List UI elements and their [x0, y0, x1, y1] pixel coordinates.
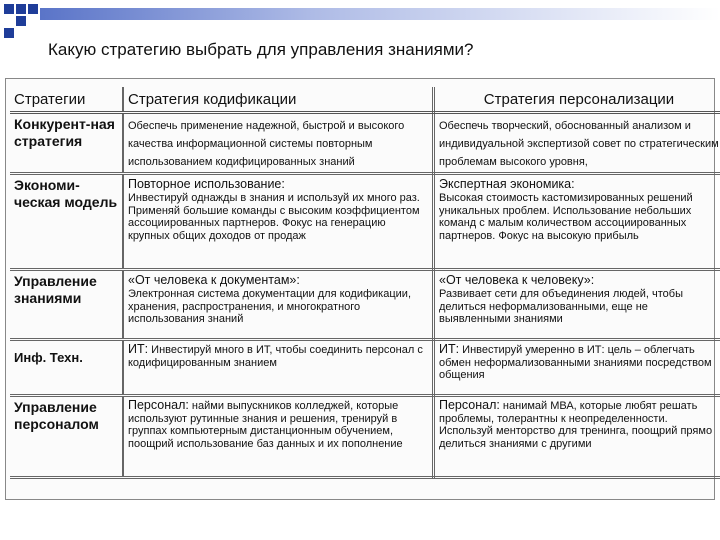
cell-text: Обеспечь творческий, обоснованный анализом и индивидуальной экспертизой совет по стратегическим проблемам высокого уровня,	[439, 120, 719, 168]
cell-lead: Повторное использование:	[128, 177, 285, 191]
cell-lead: Персонал:	[128, 398, 189, 412]
personalization-cell	[434, 174, 720, 270]
codification-cell	[123, 396, 434, 478]
codification-cell	[123, 174, 434, 270]
row-label: Конкурент-ная стратегия	[10, 113, 123, 174]
codification-cell	[123, 270, 434, 340]
cell-text: нанимай МВА, которые любят решать проблемы, толерантны к неопределенности. Используй менторство для тренинга, поощрий прямо делиться знаниями с другими	[439, 400, 713, 450]
column-header-personalization: Стратегия персонализации	[434, 87, 720, 113]
codification-cell	[123, 113, 434, 174]
row-label: Инф. Техн.	[10, 340, 123, 396]
cell-text: Инвестируй однажды в знания и используй их много раз. Применяй большие команды с высоким коэффициентом ассоциированных партнеров. Фокус на генерацию крупных общих доходов от продаж	[128, 192, 420, 242]
cell-text: Инвестируй много в ИТ, чтобы соединить персонал с кодифицированным знанием	[128, 344, 423, 369]
table-row	[10, 174, 720, 270]
column-header-strategies: Стратегии	[10, 87, 123, 113]
decor-square	[16, 4, 26, 14]
table-row	[10, 113, 720, 174]
cell-lead: ИТ:	[128, 342, 149, 356]
decor-square	[4, 4, 14, 14]
personalization-cell	[434, 113, 720, 174]
table-header-row	[10, 87, 720, 113]
cell-text: Инвестируй умеренно в ИТ: цель – облегчать обмен неформализованными знаниями посредством общения	[439, 344, 712, 382]
table-row	[10, 340, 720, 396]
cell-text: Развивает сети для объединения людей, чтобы делиться неформализованными, еще не выявленными знаниями	[439, 288, 684, 326]
row-label: Управление персоналом	[10, 396, 123, 478]
personalization-cell	[434, 270, 720, 340]
cell-text: найми выпускников колледжей, которые используют рутинные знания и решения, тренируй в группах компьютерным дистанционным обучением, поощрий использование баз данных и их пополнение	[128, 400, 403, 450]
row-label: Управление знаниями	[10, 270, 123, 340]
cell-lead: ИТ:	[439, 342, 460, 356]
table-row	[10, 396, 720, 478]
personalization-cell	[434, 396, 720, 478]
cell-lead: Персонал:	[439, 398, 500, 412]
codification-cell	[123, 340, 434, 396]
decor-square	[16, 16, 26, 26]
cell-lead: Экспертная экономика:	[439, 177, 575, 191]
decor-square	[4, 28, 14, 38]
page-title: Какую стратегию выбрать для управления знаниями?	[48, 40, 474, 59]
decorative-header-band	[0, 0, 720, 40]
personalization-cell	[434, 340, 720, 396]
decor-gradient-bar	[40, 8, 720, 20]
column-header-codification: Стратегия кодификации	[123, 87, 434, 113]
strategy-comparison-table	[10, 87, 720, 479]
cell-text: Электронная система документации для кодификации, хранения, распространения, и многократного использования знаний	[128, 288, 411, 326]
table-frame	[5, 78, 719, 500]
cell-lead: «От человека к документам»:	[128, 273, 300, 287]
cell-text: Обеспечь применение надежной, быстрой и высокого качества информационной системы повторным использованием кодифицированных знаний	[128, 120, 405, 168]
table-row	[10, 270, 720, 340]
row-label: Экономи-ческая модель	[10, 174, 123, 270]
cell-text: Высокая стоимость кастомизированных решений уникальных проблем. Использование небольших команд с малым количеством ассоциированных партнеров. Фокус на высокую прибыль	[439, 192, 693, 242]
cell-lead: «От человека к человеку»:	[439, 273, 595, 287]
decor-square	[28, 4, 38, 14]
